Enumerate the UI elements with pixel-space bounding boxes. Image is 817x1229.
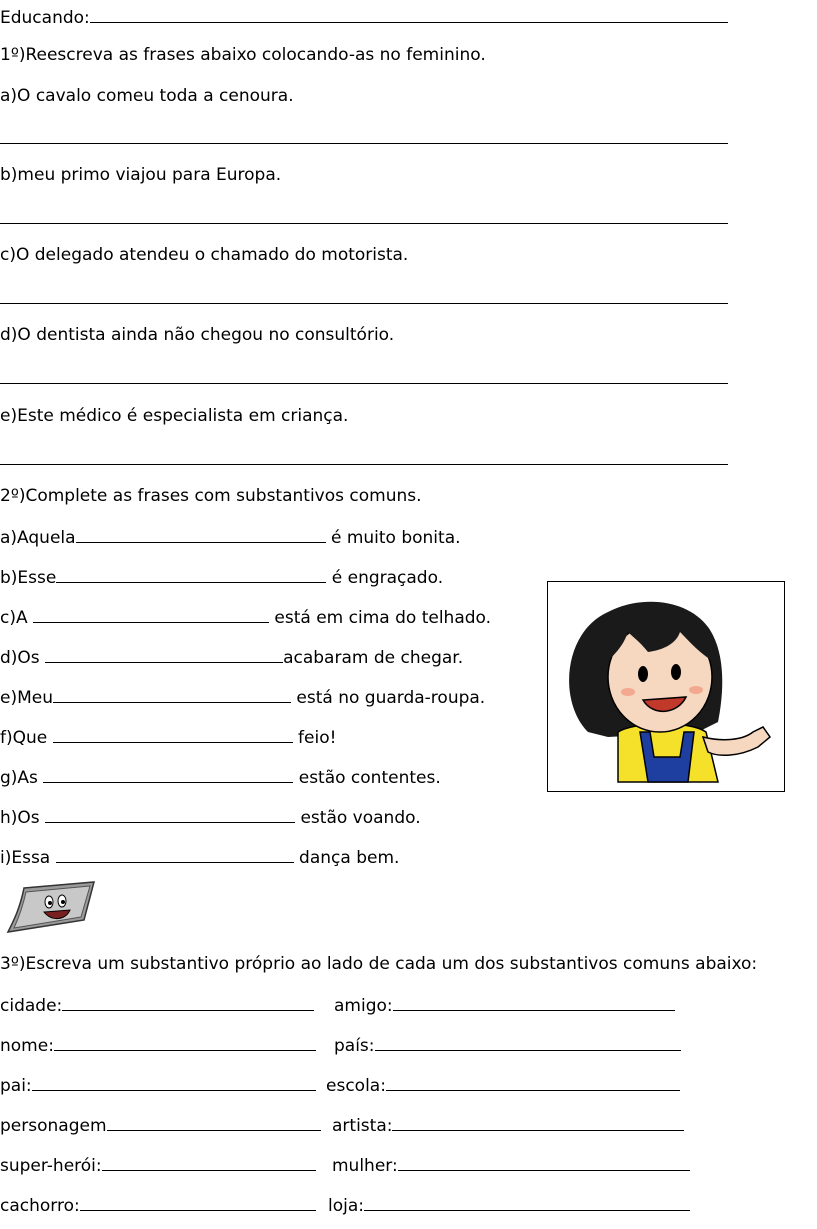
q2-item: i)Essa dança bem.	[0, 848, 400, 868]
q2-blank-e[interactable]	[53, 686, 291, 703]
q2-item: e)Meu está no guarda-roupa.	[0, 688, 486, 708]
q2-item: f)Que feio!	[0, 728, 337, 748]
q1-answer-line-b[interactable]	[0, 223, 728, 224]
q3-left-item: super-herói:	[0, 1154, 316, 1176]
q3-blank[interactable]	[392, 1114, 684, 1131]
q3-blank[interactable]	[393, 994, 675, 1011]
q3-left-item: pai:	[0, 1074, 316, 1096]
q3-left-item: cachorro:	[0, 1194, 316, 1216]
q2-blank-h[interactable]	[45, 806, 295, 823]
q2-item: c)A está em cima do telhado.	[0, 608, 492, 628]
q3-right-item: amigo:	[334, 994, 675, 1016]
q3-blank[interactable]	[107, 1114, 321, 1131]
q3-left-item: nome:	[0, 1034, 316, 1056]
q2-blank-g[interactable]	[43, 766, 293, 783]
q3-blank[interactable]	[32, 1074, 316, 1091]
q3-right-item: escola:	[326, 1074, 680, 1096]
q1-item-a: a)O cavalo comeu toda a cenoura.	[0, 86, 294, 106]
student-name-row	[0, 6, 728, 28]
q2-blank-f[interactable]	[53, 726, 293, 743]
q3-blank[interactable]	[364, 1194, 690, 1211]
q1-item-b: b)meu primo viajou para Europa.	[0, 165, 282, 185]
q3-title: 3º)Escreva um substantivo próprio ao lado de cada um dos substantivos comuns abaixo:	[0, 954, 758, 974]
q2-blank-a[interactable]	[76, 526, 326, 543]
q1-title: 1º)Reescreva as frases abaixo colocando-as no feminino.	[0, 45, 486, 65]
q2-item: b)Esse é engraçado.	[0, 568, 444, 588]
q3-right-item: artista:	[332, 1114, 684, 1136]
q3-blank[interactable]	[80, 1194, 316, 1211]
q2-blank-c[interactable]	[33, 606, 269, 623]
girl-illustration	[547, 581, 785, 792]
q2-item: h)Os estão voando.	[0, 808, 421, 828]
q1-answer-line-d[interactable]	[0, 383, 728, 384]
q1-item-c: c)O delegado atendeu o chamado do motorista.	[0, 245, 409, 265]
q3-right-item: mulher:	[332, 1154, 690, 1176]
q1-answer-line-a[interactable]	[0, 143, 728, 144]
q3-left-item: personagem	[0, 1114, 321, 1136]
q2-blank-b[interactable]	[56, 566, 326, 583]
q1-item-e: e)Este médico é especialista em criança.	[0, 406, 349, 426]
paper-character-illustration	[4, 880, 96, 934]
student-name-blank[interactable]	[90, 6, 728, 23]
q3-blank[interactable]	[54, 1034, 316, 1051]
q2-blank-d[interactable]	[45, 646, 283, 663]
q3-blank[interactable]	[386, 1074, 680, 1091]
q3-blank[interactable]	[375, 1034, 681, 1051]
q1-answer-line-e[interactable]	[0, 464, 728, 465]
q1-answer-line-c[interactable]	[0, 303, 728, 304]
q3-left-item: cidade:	[0, 994, 314, 1016]
q1-item-d: d)O dentista ainda não chegou no consultório.	[0, 325, 395, 345]
q3-blank[interactable]	[62, 994, 314, 1011]
q2-item: d)Os acabaram de chegar.	[0, 648, 464, 668]
student-label: Educando:	[0, 8, 90, 28]
q3-right-item: país:	[334, 1034, 681, 1056]
q3-right-item: loja:	[328, 1194, 690, 1216]
q2-blank-i[interactable]	[56, 846, 294, 863]
q2-title: 2º)Complete as frases com substantivos comuns.	[0, 486, 422, 506]
girl-pointing-icon	[548, 582, 784, 791]
q3-blank[interactable]	[102, 1154, 316, 1171]
q2-item: g)As estão contentes.	[0, 768, 441, 788]
q2-item: a)Aquela é muito bonita.	[0, 528, 461, 548]
paper-face-icon	[4, 880, 96, 934]
q3-blank[interactable]	[398, 1154, 690, 1171]
